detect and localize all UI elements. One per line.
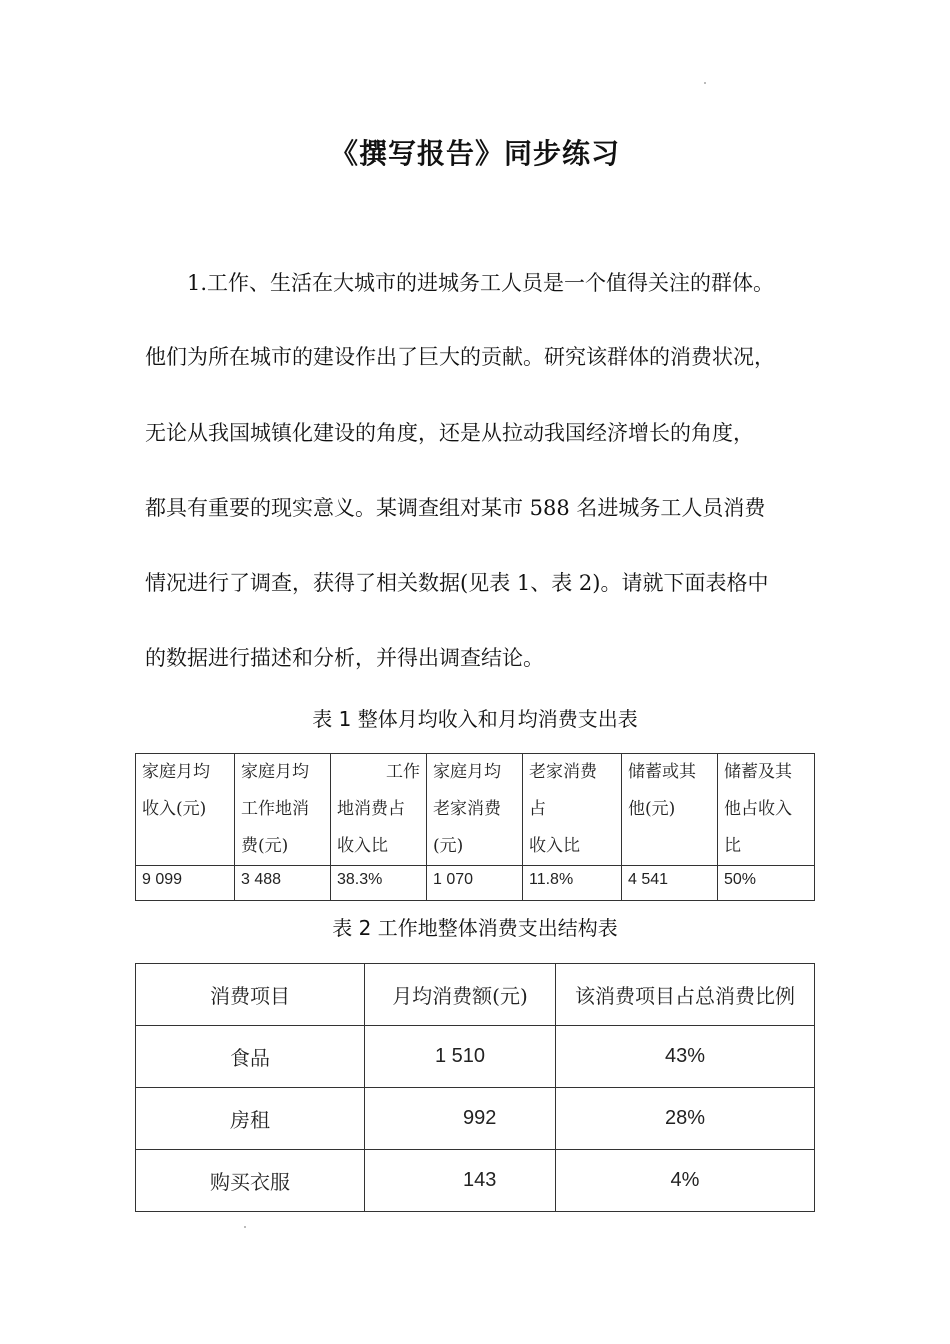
header-cell xyxy=(622,754,718,866)
header-cell xyxy=(331,754,427,866)
table-row xyxy=(136,1088,815,1150)
ratio-cell: 4% xyxy=(556,1150,815,1212)
table1-caption: 表 1 整体月均收入和月均消费支出表 xyxy=(312,707,638,731)
amount-cell: 1 510 xyxy=(365,1026,556,1088)
header-line: 他(元) xyxy=(628,799,676,819)
paragraph-line: 无论从我国城镇化建设的角度，还是从拉动我国经济增长的角度， xyxy=(145,421,754,445)
header-line: 家庭月均 xyxy=(433,762,501,782)
header-line: 家庭月均 xyxy=(142,762,210,782)
table1 xyxy=(135,753,815,901)
data-cell: 4 541 xyxy=(622,866,718,901)
header-line: 收入比 xyxy=(529,836,580,856)
header-line: 收入比 xyxy=(337,836,388,856)
header-line: 占 xyxy=(529,799,546,819)
table-row xyxy=(136,1026,815,1088)
scan-dot xyxy=(704,82,706,84)
paragraph-line: 情况进行了调查，获得了相关数据(见表 1、表 2)。请就下面表格中 xyxy=(145,571,769,595)
header-line: 地消费占 xyxy=(337,799,405,819)
table2-header-row xyxy=(136,964,815,1026)
data-cell: 11.8% xyxy=(523,866,622,901)
header-line: 他占收入 xyxy=(724,799,792,819)
amount-cell: 143 xyxy=(365,1150,556,1212)
paragraph-line: 1.工作、生活在大城市的进城务工人员是一个值得关注的群体。 xyxy=(187,271,775,295)
header-cell xyxy=(718,754,815,866)
header-line: 老家消费 xyxy=(433,799,501,819)
ratio-cell: 28% xyxy=(556,1088,815,1150)
header-line: 收入(元) xyxy=(142,799,207,819)
item-cell: 房租 xyxy=(136,1088,365,1150)
table2-caption: 表 2 工作地整体消费支出结构表 xyxy=(332,916,618,940)
header-cell xyxy=(427,754,523,866)
header-cell: 消费项目 xyxy=(136,964,365,1026)
header-line: 储蓄或其 xyxy=(628,762,696,782)
paragraph-line: 都具有重要的现实意义。某调查组对某市 588 名进城务工人员消费 xyxy=(145,496,766,520)
header-cell xyxy=(235,754,331,866)
data-cell: 1 070 xyxy=(427,866,523,901)
item-cell: 购买衣服 xyxy=(136,1150,365,1212)
header-line: 工作地消 xyxy=(241,799,309,819)
data-cell: 50% xyxy=(718,866,815,901)
data-cell: 3 488 xyxy=(235,866,331,901)
header-line: 工作 xyxy=(386,762,420,782)
paragraph-line: 的数据进行描述和分析，并得出调查结论。 xyxy=(145,646,544,670)
header-line: 比 xyxy=(724,836,741,856)
table2 xyxy=(135,963,815,1212)
document-title: 《撰写报告》同步练习 xyxy=(329,137,620,170)
table-row xyxy=(136,1150,815,1212)
scan-dot xyxy=(244,1226,246,1228)
header-line: 家庭月均 xyxy=(241,762,309,782)
header-line: (元) xyxy=(433,836,464,856)
table1-header-row xyxy=(136,754,815,866)
header-line: 老家消费 xyxy=(529,762,597,782)
header-cell xyxy=(136,754,235,866)
header-line: 储蓄及其 xyxy=(724,762,792,782)
header-cell xyxy=(523,754,622,866)
data-cell: 38.3% xyxy=(331,866,427,901)
table1-data-row xyxy=(136,866,815,901)
header-cell: 该消费项目占总消费比例 xyxy=(556,964,815,1026)
item-cell: 食品 xyxy=(136,1026,365,1088)
header-cell: 月均消费额(元) xyxy=(365,964,556,1026)
ratio-cell: 43% xyxy=(556,1026,815,1088)
amount-cell: 992 xyxy=(365,1088,556,1150)
header-line: 费(元) xyxy=(241,836,289,856)
paragraph-line: 他们为所在城市的建设作出了巨大的贡献。研究该群体的消费状况， xyxy=(145,345,775,369)
data-cell: 9 099 xyxy=(136,866,235,901)
